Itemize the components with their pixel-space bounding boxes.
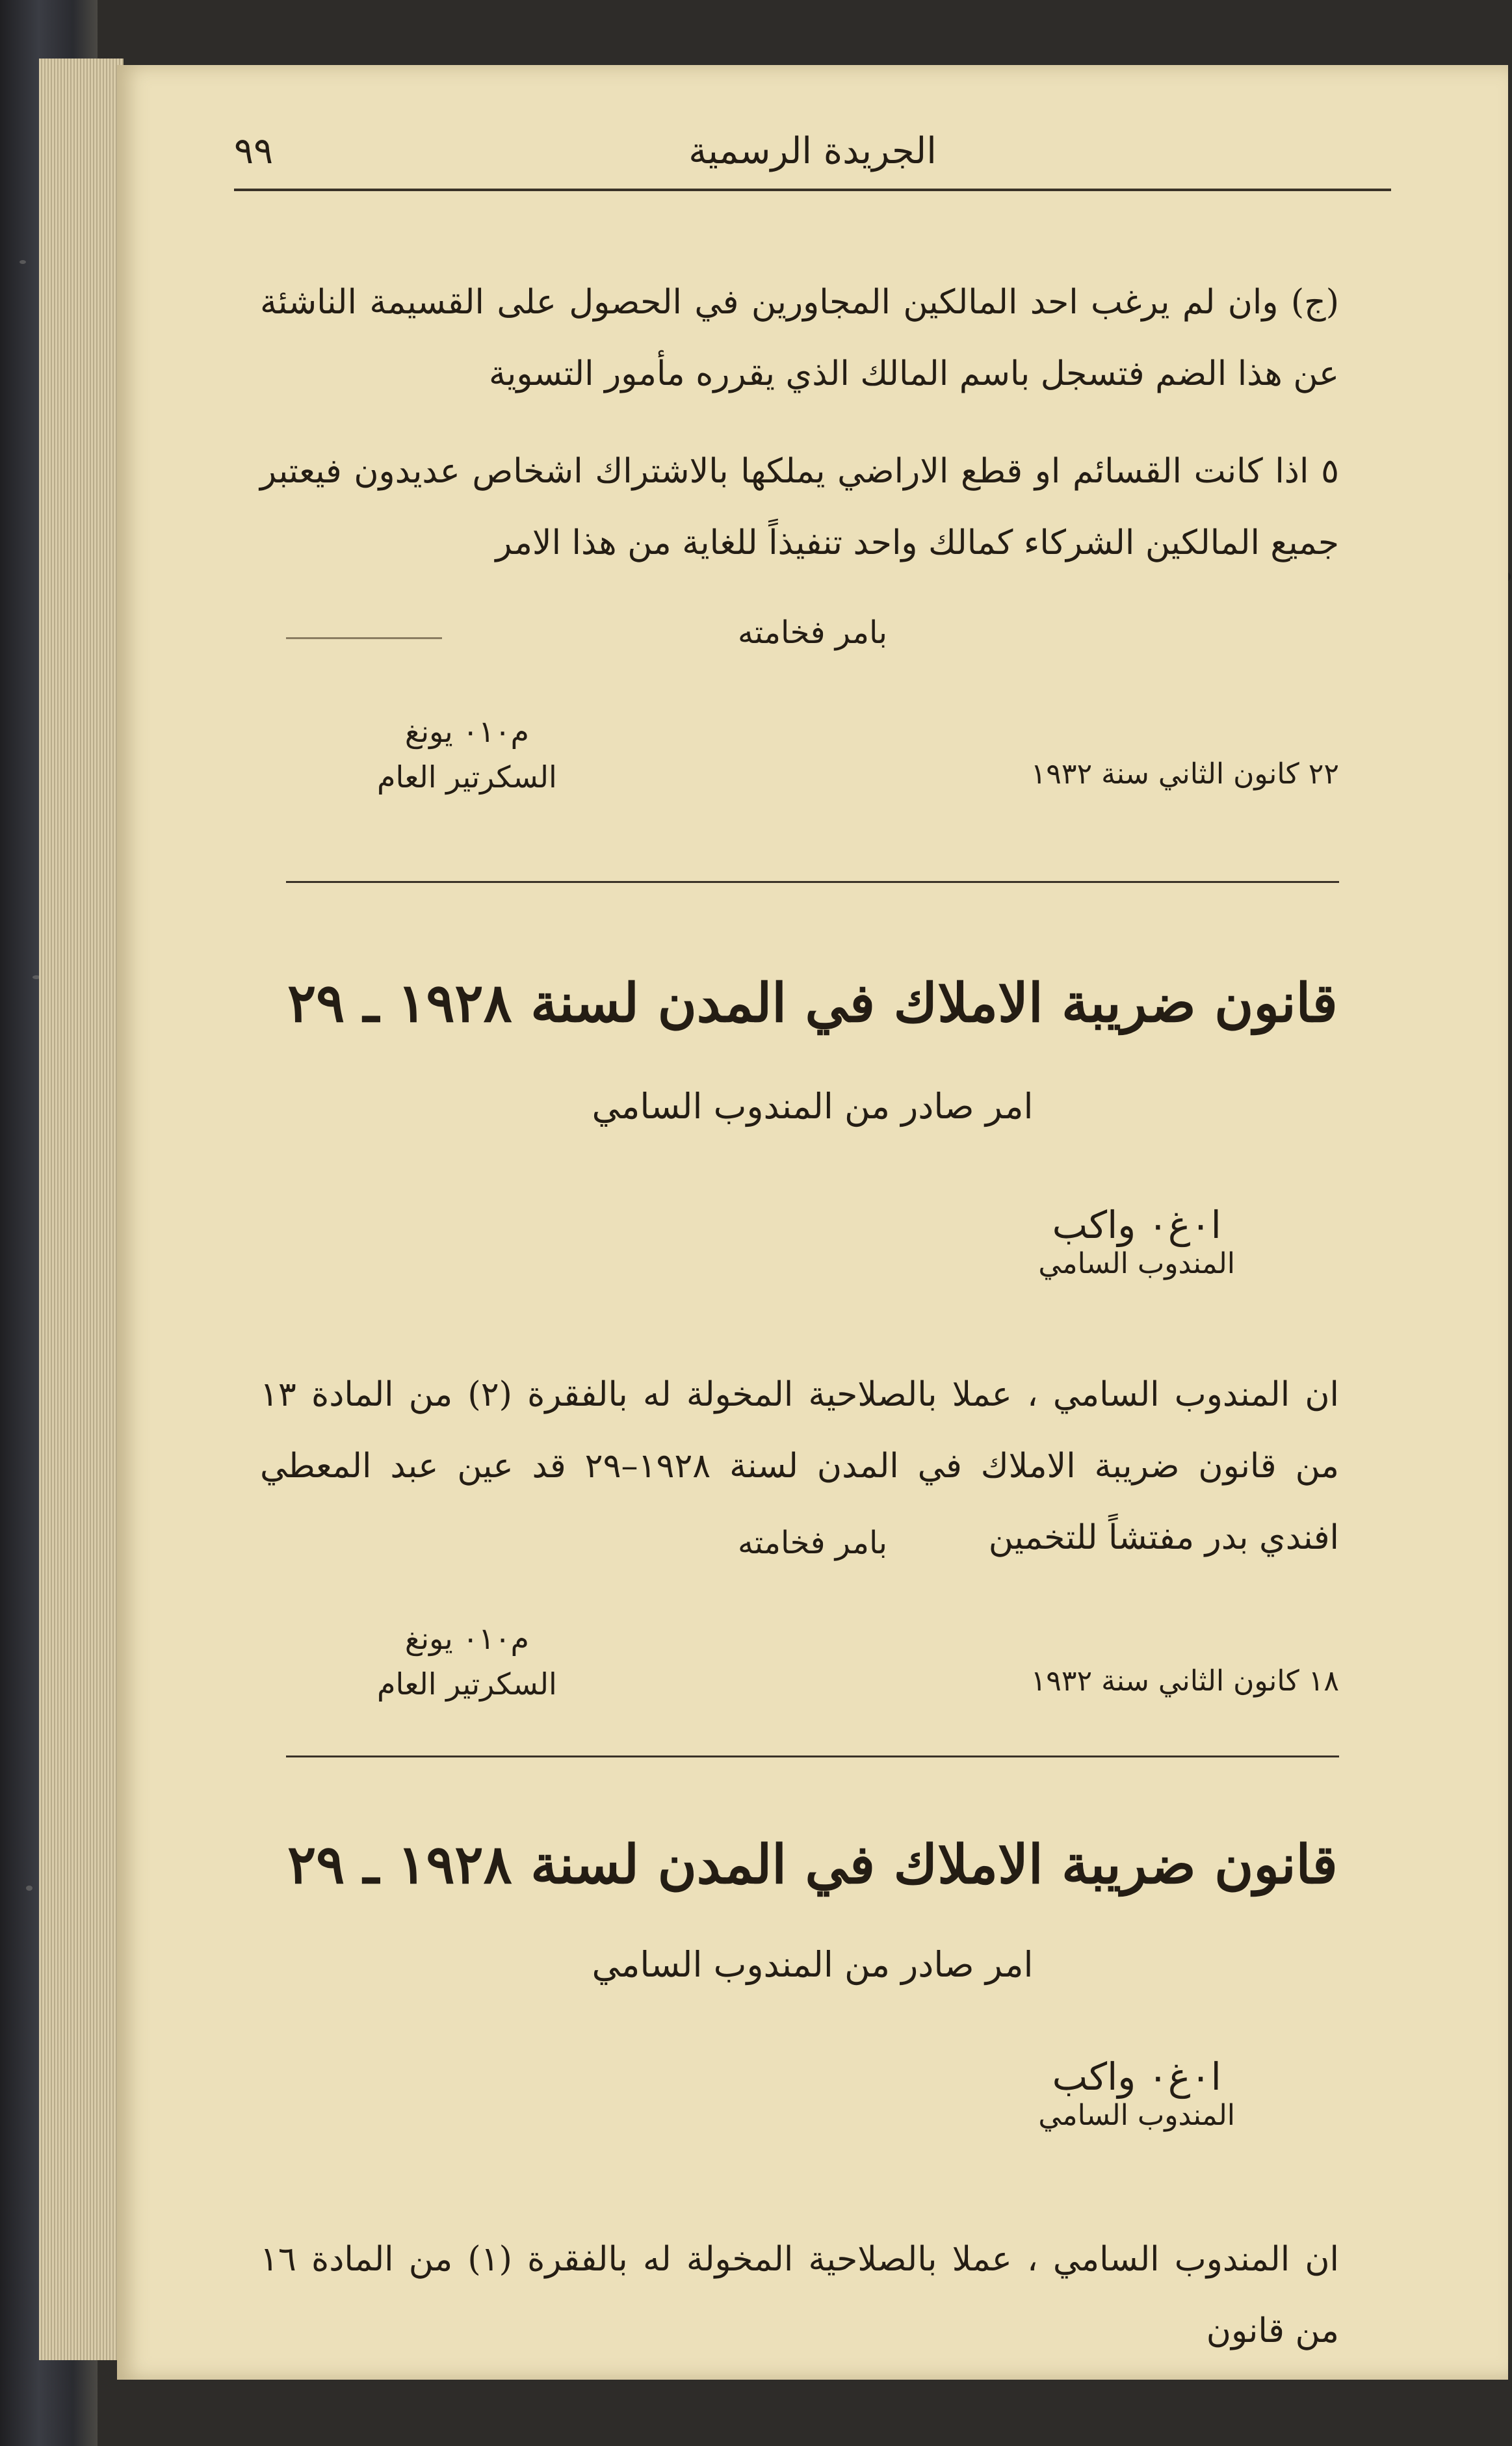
order-body: ان المندوب السامي ، عملا بالصلاحية المخولة له بالفقرة (١) من المادة ١٦ من قانون — [260, 2240, 1339, 2350]
order-body: ان المندوب السامي ، عملا بالصلاحية المخولة له بالفقرة (٢) من المادة ١٣ من قانون ضريبة الاملاك في المدن لسنة ١٩٢٨–٢٩ قد عين عبد المعطي افندي بدر مفتشاً للتخمين — [260, 1375, 1340, 1557]
law-title: قانون ضريبة الاملاك في المدن لسنة ١٩٢٨ ـ ٢٩ — [287, 972, 1338, 1034]
law-title: قانون ضريبة الاملاك في المدن لسنة ١٩٢٨ ـ ٢٩ — [287, 1834, 1338, 1896]
issuer-title: المندوب السامي — [1038, 2099, 1235, 2132]
paragraph-5: ٥ اذا كانت القسائم او قطع الاراضي يملكها بالاشتراك اشخاص عديدون فيعتبر جميع المالكين الشركاء كمالك واحد تنفيذاً للغاية من هذا الامر — [260, 452, 1339, 562]
order-subtitle: امر صادر من المندوب السامي — [592, 1086, 1034, 1127]
page-number: ٩٩ — [234, 130, 274, 172]
section-divider — [286, 1756, 1339, 1757]
section-divider — [286, 881, 1339, 883]
signatory-name: م٠١٠ يونغ — [404, 714, 529, 749]
issuer-title: المندوب السامي — [1038, 1247, 1235, 1280]
signature-block — [377, 1616, 557, 1707]
document-page — [117, 65, 1508, 2380]
by-order-text: بامر فخامته — [738, 614, 887, 651]
by-order-text: بامر فخامته — [738, 1525, 887, 1561]
signature-block — [377, 709, 557, 800]
date-line: ٢٢ كانون الثاني سنة ١٩٣٢ — [1030, 757, 1339, 791]
date-line: ١٨ كانون الثاني سنة ١٩٣٢ — [1030, 1664, 1339, 1698]
running-header — [234, 130, 1391, 191]
page-edges — [39, 59, 124, 2360]
newspaper-title: الجريدة الرسمية — [688, 130, 937, 172]
signatory-title: السكرتير العام — [377, 1666, 557, 1702]
issuer-block — [1038, 1203, 1235, 1280]
issuer-block — [1038, 2055, 1235, 2132]
signatory-title: السكرتير العام — [377, 759, 557, 795]
signatory-name: م٠١٠ يونغ — [404, 1621, 529, 1656]
paragraph-c: (ج) وان لم يرغب احد المالكين المجاورين في الحصول على القسيمة الناشئة عن هذا الضم فتسجل باسم المالك الذي يقرره مأمور التسوية — [260, 283, 1339, 393]
order-subtitle: امر صادر من المندوب السامي — [592, 1944, 1034, 1985]
issuer-name: ا٠غ٠ واكب — [1052, 1203, 1221, 1247]
issuer-name: ا٠غ٠ واكب — [1052, 2055, 1221, 2099]
